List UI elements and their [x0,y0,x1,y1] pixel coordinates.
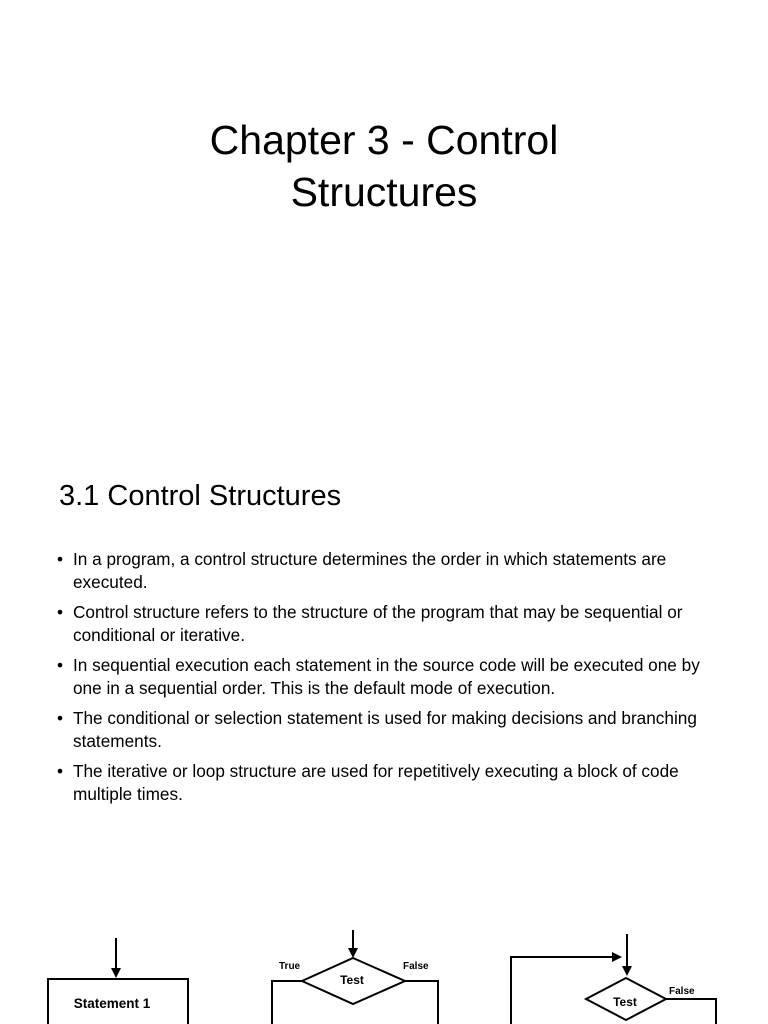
decision-label: Test [340,973,364,987]
true-branch-line [272,981,302,1024]
statement-label: Statement 1 [73,996,151,1011]
slide-title-line-2: Structures [290,169,478,215]
sequential-diagram [48,938,188,1024]
bullet-marker: • [57,549,64,569]
bullet-text: In a program, a control structure determines the order in which statements are executed. [73,549,667,592]
bullet-item [57,654,727,700]
false-label: False [669,986,695,997]
bullet-item [57,707,727,753]
iteration-diagram [511,934,716,1024]
false-label: False [403,961,429,972]
control-flow-diagrams [0,922,768,1024]
bullet-marker: • [57,655,64,675]
content-slide [0,432,768,1024]
slide-title-line-1: Chapter 3 - Control [209,117,559,163]
bullet-item [57,601,727,647]
false-branch-line [405,981,438,1024]
bullet-text: The conditional or selection statement is used for making decisions and branching statements. [73,708,697,751]
true-label: True [279,961,301,972]
section-heading: 3.1 Control Structures [59,480,342,512]
bullet-item [57,760,727,806]
bullet-text: In sequential execution each statement in the source code will be executed one by one in a sequential order. This is the default mode of execution. [73,655,700,698]
bullet-marker: • [57,761,64,781]
bullet-marker: • [57,708,64,728]
bullet-marker: • [57,602,64,622]
bullet-text: Control structure refers to the structure of the program that may be sequential or conditional or iterative. [73,602,683,645]
bullet-text: The iterative or loop structure are used for repetitively executing a block of code multiple times. [73,761,679,804]
bullet-list [57,548,727,813]
bullet-item [57,548,727,594]
false-branch-line [666,999,716,1024]
decision-label: Test [613,995,637,1009]
title-slide [0,0,768,432]
selection-diagram [272,930,438,1024]
